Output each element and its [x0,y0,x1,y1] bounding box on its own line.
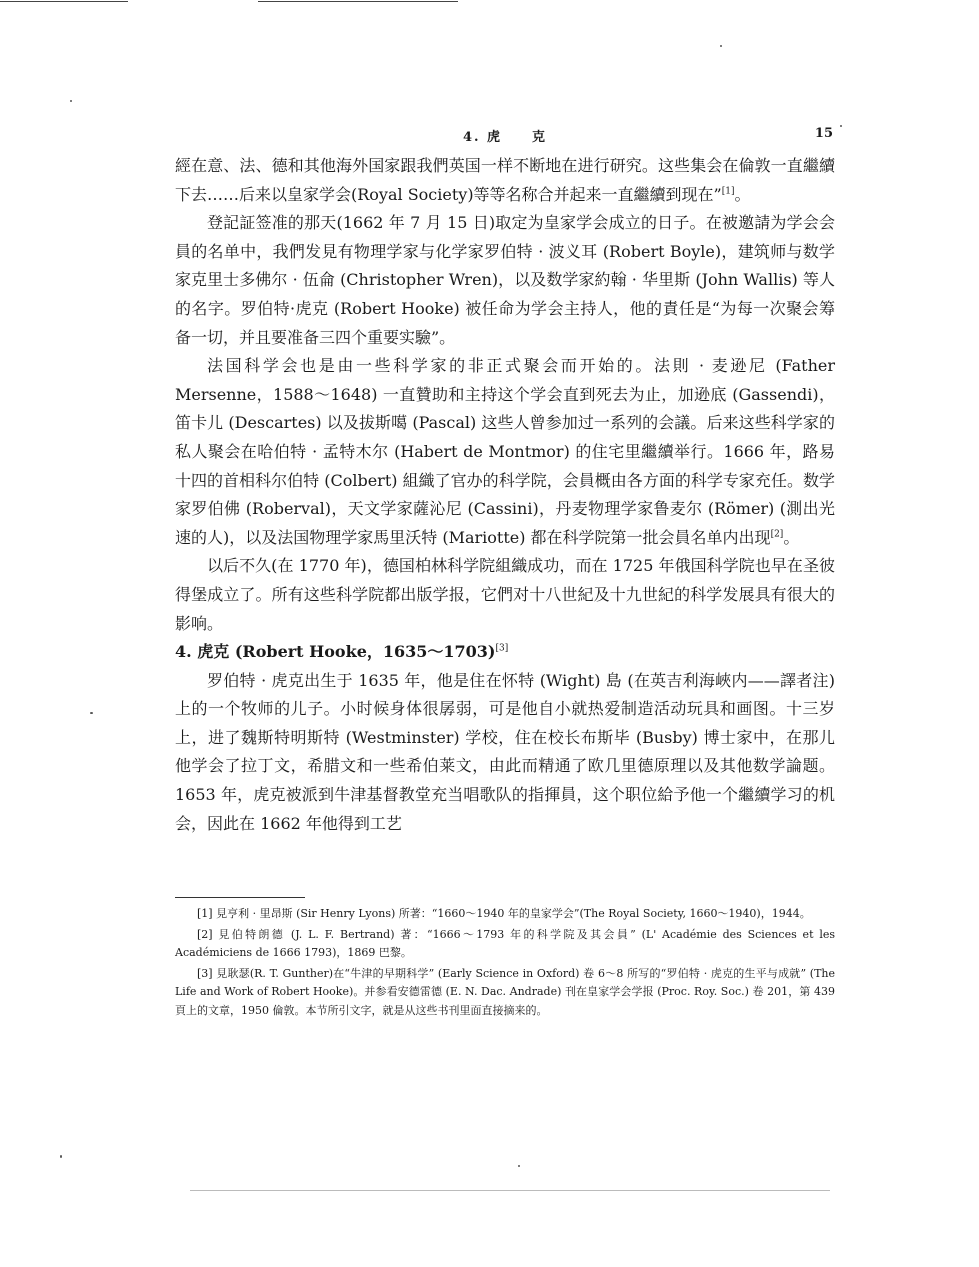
scan-edge-line [0,1,128,2]
section-heading-text: 4. 虎克 (Robert Hooke，1635～1703) [175,642,496,662]
scan-speck [70,100,72,102]
paragraph: 罗伯特 · 虎克出生于 1635 年，他是住在怀特 (Wight) 島 (在英吉利海峽内——譯者注) 上的一个牧师的儿子。小时候身体很孱弱，可是他自小就热爱制造活动玩具和画图。十三岁上，进了魏斯特明斯特 (Westminster) 学校，住在校长布斯毕 (Busby) 博士家中，在那儿他学会了拉丁文，希腊文和一些希伯莱文，由此而精通了欧几里德原理以及其他数学論题。1653 年，虎克被派到牛津基督教堂充当唱歌队的指揮員，这个职位給予他一个繼續学习的机会，因此在 1662 年他得到工艺 [175,670,835,833]
main-text [175,152,835,838]
footnote: [2] 見伯特朗德 (J. L. F. Bertrand) 著：“1666～1793 年的科学院及其会員” (L' Académie des Sciences et les Académiciens de 1666 1793)，1869 巴黎。 [175,927,835,960]
scan-speck [840,125,842,127]
scan-edge-line [190,1190,830,1191]
footnotes [175,905,835,1023]
paragraph: 經在意、法、德和其他海外国家跟我們英国一样不断地在进行研究。这些集会在倫敦一直繼續下去……后来以皇家学会(Royal Society)等等名称合并起来一直繼續到现在”[1]。 [175,156,835,204]
paragraph: 登記証签准的那天(1662 年 7 月 15 日)取定为皇家学会成立的日子。在被邀請为学会会員的名单中，我們发見有物理学家与化学家罗伯特 · 波义耳 (Robert Boyle)，建筑师与数学家克里士多佛尔 · 伍侖 (Christopher Wren)，以及数学家約翰 · 华里斯 (John Wallis) 等人的名字。罗伯特·虎克 (Robert Hooke) 被任命为学会主持人，他的責任是“为每一次聚会筹备一切，并且要准备三四个重要实驗”。 [175,213,835,347]
footnote: [1] 見亨利 · 里昂斯 (Sir Henry Lyons) 所著：“1660～1940 年的皇家学会”(The Royal Society, 1660～1940)，1944。 [197,907,811,920]
scan-speck [90,712,93,714]
footnote-ref: [2] [770,529,784,540]
footnote-ref: [1] [721,186,735,197]
running-header [175,126,835,146]
scan-speck [518,1165,520,1167]
paragraph-text: 法国科学会也是由一些科学家的非正式聚会而开始的。法則 · 麦逊尼 (Father Mersenne，1588～1648) 一直贊助和主持这个学会直到死去为止，加逊底 (Gassendi)，笛卡儿 (Descartes) 以及拔斯噶 (Pascal) 这些人曾参加过一系列的会議。后来这些科学家的私人聚会在哈伯特 · 孟特木尔 (Habert de Montmor) 的住宅里繼續举行。1666 年，路易十四的首相科尔伯特 (Colbert) 組織了官办的科学院，会員概由各方面的科学专家充任。数学家罗伯佛 (Roberval)，天文学家薩沁尼 (Cassini)，丹麦物理学家鲁麦尔 (Römer) (測出光速的人)，以及法国物理学家馬里沃特 (Mariotte) 都在科学院第一批会員名单内出现 [175,356,835,547]
footnote-ref: [3] [495,643,509,654]
footnote: [3] 見耿瑟(R. T. Gunther)在“牛津的早期科学” (Early Science in Oxford) 卷 6～8 所写的“罗伯特 · 虎克的生平与成就” (The Life and Work of Robert Hooke)。并参看安德雷德 (E. N. Dac. Andrade) 刊在皇家学会学报 (Proc. Roy. Soc.) 卷 201，第 439 頁上的文章，1950 倫敦。本节所引文字，就是从这些书刊里面直接摘来的。 [175,966,835,1017]
section-heading [175,638,835,667]
scan-edge-line [258,1,458,2]
paragraph-text: 經在意、法、德和其他海外国家跟我們英国一样不断地在进行研究。这些集会在倫敦一直繼續下去……后来以皇家学会(Royal Society)等等名称合并起来一直繼續到现在” [175,156,835,204]
scan-speck [60,1155,62,1158]
paragraph: 法国科学会也是由一些科学家的非正式聚会而开始的。法則 · 麦逊尼 (Father Mersenne，1588～1648) 一直贊助和主持这个学会直到死去为止，加逊底 (Gassendi)，笛卡儿 (Descartes) 以及拔斯噶 (Pascal) 这些人曾参加过一系列的会議。后来这些科学家的私人聚会在哈伯特 · 孟特木尔 (Habert de Montmor) 的住宅里繼續举行。1666 年，路易十四的首相科尔伯特 (Colbert) 組織了官办的科学院，会員概由各方面的科学专家充任。数学家罗伯佛 (Roberval)，天文学家薩沁尼 (Cassini)，丹麦物理学家鲁麦尔 (Römer) (測出光速的人)，以及法国物理学家馬里沃特 (Mariotte) 都在科学院第一批会員名单内出现[2]。 [175,356,835,547]
footnote-rule [175,897,305,898]
page-number: 15 [814,126,833,141]
scan-speck [720,45,722,47]
paragraph: 以后不久(在 1770 年)，德国柏林科学院組織成功，而在 1725 年俄国科学院也早在圣彼得堡成立了。所有这些科学院都出版学报，它們对十八世紀及十九世紀的科学发展具有很大的影响。 [175,556,835,633]
running-title: 4. 虎 克 [462,130,548,145]
